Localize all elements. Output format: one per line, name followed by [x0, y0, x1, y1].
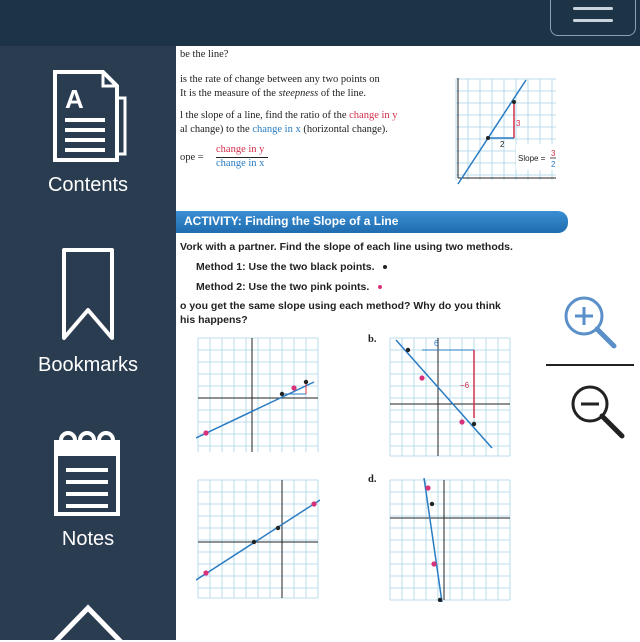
black-point-icon: [383, 265, 387, 269]
svg-text:A: A: [65, 84, 84, 114]
graph-c: [196, 478, 320, 600]
question-text: o you get the same slope using each method? Why do you think: [180, 300, 501, 312]
sidebar-item-label: Contents: [47, 174, 129, 196]
method1-text: Method 1: Use the two black points.: [196, 261, 387, 273]
menu-icon-bar: [573, 7, 613, 10]
menu-icon-bar: [573, 19, 613, 22]
menu-button[interactable]: [550, 0, 636, 36]
graph-b: [388, 336, 512, 458]
graph-label-d: d.: [368, 474, 377, 485]
svg-text:Slope =: Slope =: [518, 154, 546, 163]
home-icon: [33, 602, 143, 642]
svg-text:3: 3: [551, 149, 556, 158]
graph-a: [196, 336, 320, 454]
page-text: al change) to the change in x (horizontal change).: [180, 124, 388, 135]
page-text: is the rate of change between any two points on: [180, 74, 380, 85]
contents-icon: [43, 68, 133, 164]
page-text: be the line?: [180, 49, 229, 60]
textbook-page: be the line? is the rate of change between any two points on It is the measure of the steepness of the line. l the slope of a line, find the ratio of the change in y al change) to the change in x (horizontal change). ope = change in y change in x 2 3 Slope = 3 2 ACTIVITY: Finding the Slope of a Line Vork with a partner. Find the slope of each line using two methods. Method 1: Use the two black points. Method 2: Use the two pink points. o you get the same slope using each method? Why do you think his happens? b. 6 −6 d.: [176, 46, 570, 640]
page-text: It is the measure of the steepness of the line.: [180, 88, 367, 99]
method2-text: Method 2: Use the two pink points.: [196, 281, 382, 293]
zoom-divider: [546, 364, 634, 366]
sidebar-item-contents[interactable]: [0, 68, 176, 197]
sidebar: [0, 46, 176, 640]
zoom-out-button[interactable]: [566, 380, 630, 444]
svg-text:2: 2: [500, 140, 505, 149]
graph-label-b: b.: [368, 334, 377, 345]
sidebar-item-home[interactable]: [0, 602, 176, 642]
sidebar-item-label: Notes: [61, 528, 115, 550]
sidebar-item-label: Bookmarks: [37, 354, 139, 376]
sidebar-item-bookmarks[interactable]: [0, 246, 176, 377]
notes-icon: [48, 426, 128, 518]
svg-text:−6: −6: [460, 381, 470, 390]
top-bar: [0, 0, 640, 46]
activity-banner: ACTIVITY: Finding the Slope of a Line: [176, 211, 568, 233]
graph-d: [388, 478, 512, 602]
sidebar-item-notes[interactable]: [0, 426, 176, 551]
question-text: his happens?: [180, 314, 248, 326]
instruction-text: Vork with a partner. Find the slope of each line using two methods.: [180, 241, 513, 253]
zoom-in-button[interactable]: [558, 290, 622, 354]
bookmark-icon: [58, 246, 118, 344]
page-text: l the slope of a line, find the ratio of the change in y: [180, 110, 398, 121]
svg-text:3: 3: [516, 119, 521, 128]
example-slope-graph: [450, 76, 562, 186]
svg-text:6: 6: [434, 339, 439, 348]
svg-text:2: 2: [551, 160, 556, 169]
pink-point-icon: [378, 285, 382, 289]
